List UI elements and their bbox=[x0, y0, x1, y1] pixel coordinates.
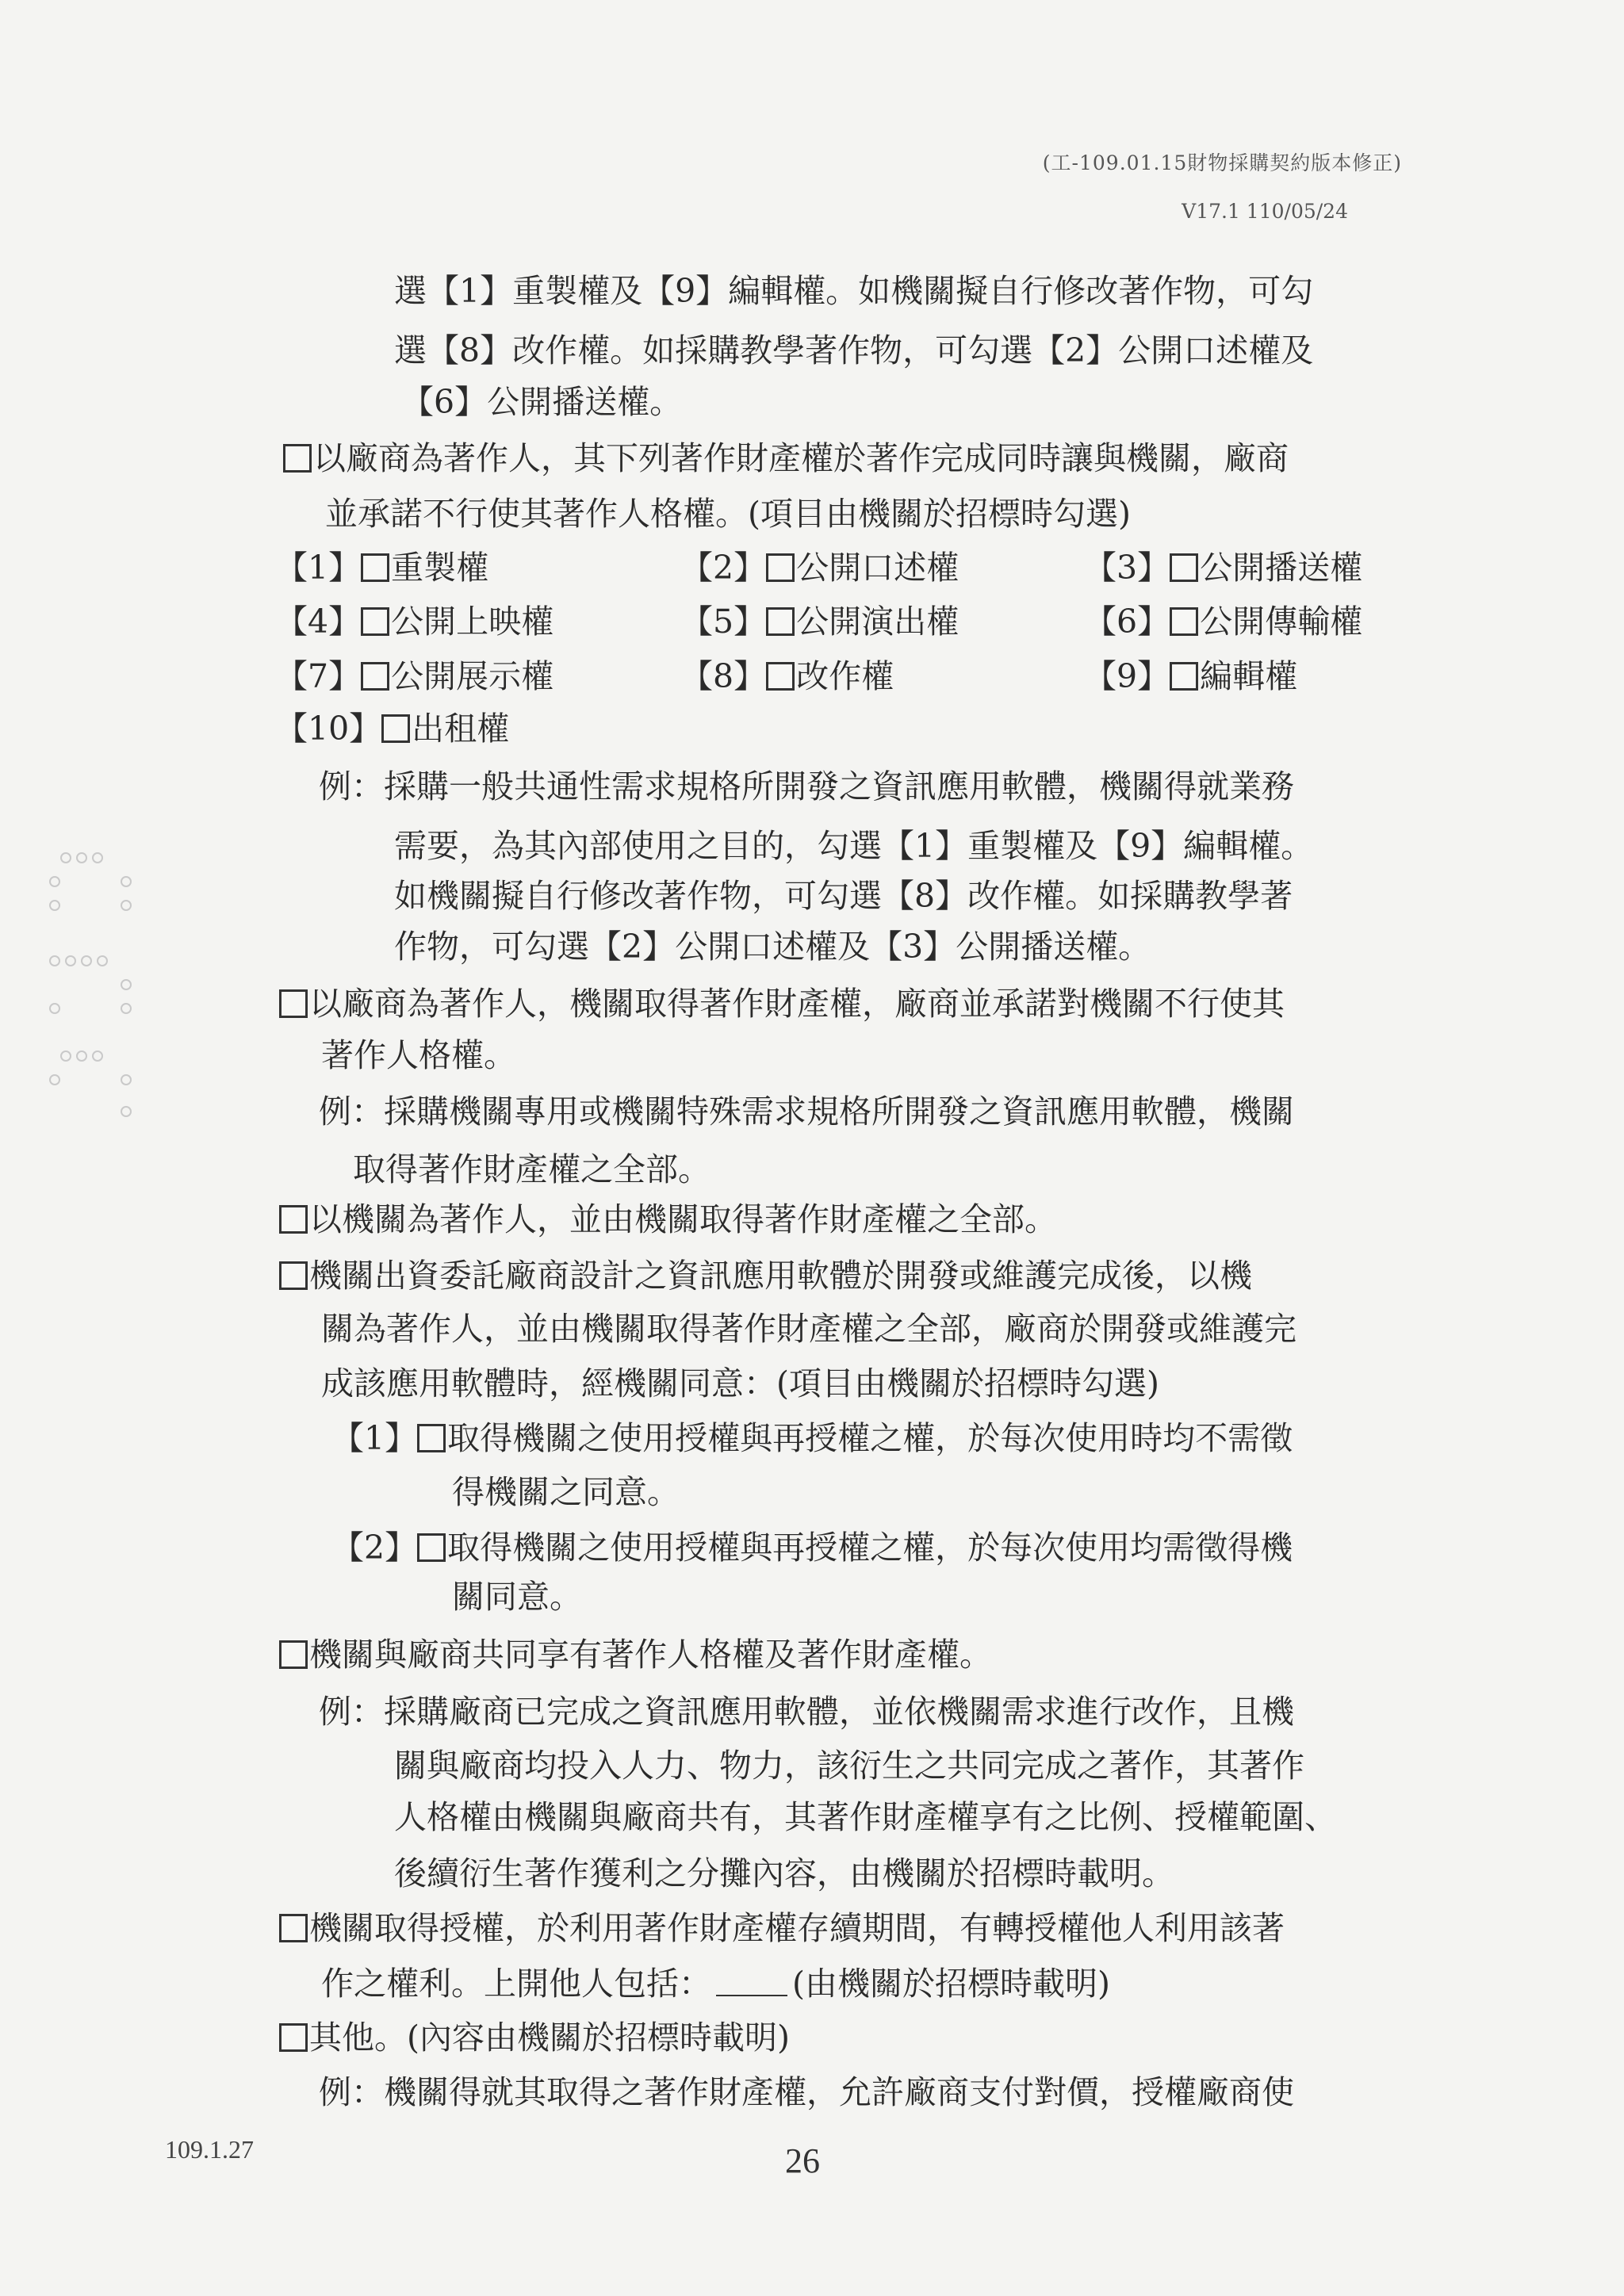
option-label: 改作權 bbox=[796, 657, 894, 695]
option-number: 【4】 bbox=[275, 603, 362, 641]
text-line-19: 得機關之同意。 bbox=[452, 1473, 680, 1511]
option-label: 編輯權 bbox=[1200, 657, 1298, 695]
sub-option-2 bbox=[331, 1529, 1293, 1567]
option-other bbox=[279, 2019, 790, 2057]
fill-in-blank[interactable] bbox=[716, 1968, 787, 1996]
option-label: 公開展示權 bbox=[391, 657, 554, 695]
example-4-line-1: 例：機關得就其取得之著作財產權，允許廠商支付對價，授權廠商使 bbox=[319, 2073, 1294, 2111]
option-text: 其他。(內容由機關於招標時載明) bbox=[309, 2019, 790, 2057]
right-option-7 bbox=[275, 657, 554, 695]
checkbox[interactable] bbox=[361, 662, 389, 691]
option-number: 【1】 bbox=[331, 1419, 418, 1457]
option-joint-ownership bbox=[279, 1636, 992, 1674]
text-line-21: 關同意。 bbox=[452, 1578, 582, 1616]
checkbox[interactable] bbox=[279, 1205, 308, 1234]
example-3-line-1: 例：採購廠商已完成之資訊應用軟體，並依機關需求進行改作，且機 bbox=[319, 1693, 1294, 1731]
text-line-28 bbox=[321, 1965, 1110, 2003]
text-line-2: 選【8】改作權。如採購教學著作物，可勾選【2】公開口述權及 bbox=[394, 331, 1314, 369]
option-vendor-author bbox=[279, 985, 1285, 1023]
example-1-line-4: 作物，可勾選【2】公開口述權及【3】公開播送權。 bbox=[394, 928, 1151, 966]
checkbox[interactable] bbox=[766, 662, 795, 691]
option-label: 公開播送權 bbox=[1200, 549, 1363, 587]
example-2-line-1: 例：採購機關專用或機關特殊需求規格所開發之資訊應用軟體，機關 bbox=[319, 1093, 1294, 1131]
option-number: 【8】 bbox=[680, 657, 767, 695]
text-line-11: 著作人格權。 bbox=[321, 1036, 516, 1074]
checkbox[interactable] bbox=[766, 553, 795, 582]
option-number: 【3】 bbox=[1084, 549, 1170, 587]
option-text: 機關與廠商共同享有著作人格權及著作財產權。 bbox=[309, 1636, 992, 1674]
checkbox[interactable] bbox=[1170, 662, 1198, 691]
option-text: 取得機關之使用授權與再授權之權，於每次使用時均不需徵 bbox=[447, 1419, 1293, 1457]
option-label: 出租權 bbox=[412, 710, 510, 748]
text-line-5: 並承諾不行使其著作人格權。(項目由機關於招標時勾選) bbox=[325, 495, 1131, 533]
example-3-line-4: 後續衍生著作獲利之分攤內容，由機關於招標時載明。 bbox=[394, 1854, 1174, 1892]
right-option-6 bbox=[1084, 603, 1363, 641]
example-1-line-3: 如機關擬自行修改著作物，可勾選【8】改作權。如採購教學著 bbox=[394, 877, 1293, 915]
example-2-line-2: 取得著作財產權之全部。 bbox=[353, 1150, 710, 1188]
checkbox[interactable] bbox=[417, 1533, 446, 1562]
option-number: 【6】 bbox=[1084, 603, 1170, 641]
checkbox[interactable] bbox=[279, 989, 308, 1018]
example-3-line-2: 關與廠商均投入人力、物力，該衍生之共同完成之著作，其著作 bbox=[394, 1747, 1304, 1785]
checkbox[interactable] bbox=[766, 607, 795, 636]
right-option-9 bbox=[1084, 657, 1298, 695]
checkbox[interactable] bbox=[283, 444, 312, 473]
checkbox[interactable] bbox=[1170, 553, 1198, 582]
version-id: V17.1 110/05/24 bbox=[1182, 200, 1348, 223]
option-text: 以廠商為著作人，其下列著作財產權於著作完成同時讓與機關，廠商 bbox=[313, 439, 1289, 477]
page-number: 26 bbox=[785, 2141, 820, 2180]
option-label: 公開上映權 bbox=[391, 603, 554, 641]
option-agency-author bbox=[279, 1200, 1057, 1238]
option-number: 【5】 bbox=[680, 603, 767, 641]
version-note: (工-109.01.15財物採購契約版本修正) bbox=[1042, 151, 1402, 174]
checkbox[interactable] bbox=[279, 1261, 308, 1290]
option-transfer-rights bbox=[283, 439, 1289, 477]
checkbox[interactable] bbox=[1170, 607, 1198, 636]
option-number: 【7】 bbox=[275, 657, 362, 695]
right-option-4 bbox=[275, 603, 554, 641]
option-text: 取得機關之使用授權與再授權之權，於每次使用均需徵得機 bbox=[447, 1529, 1293, 1567]
others-include-label: 作之權利。上開他人包括： bbox=[321, 1965, 711, 2003]
right-option-8 bbox=[680, 657, 894, 695]
right-option-1 bbox=[275, 549, 489, 587]
text-line-17: 成該應用軟體時，經機關同意：(項目由機關於招標時勾選) bbox=[321, 1364, 1159, 1402]
option-text: 機關出資委託廠商設計之資訊應用軟體於開發或維護完成後，以機 bbox=[309, 1257, 1252, 1295]
option-text: 以機關為著作人，並由機關取得著作財產權之全部。 bbox=[309, 1200, 1057, 1238]
option-number: 【1】 bbox=[275, 549, 362, 587]
checkbox[interactable] bbox=[381, 714, 410, 743]
option-number: 【10】 bbox=[275, 710, 382, 748]
right-option-5 bbox=[680, 603, 959, 641]
checkbox[interactable] bbox=[279, 1914, 308, 1942]
right-option-3 bbox=[1084, 549, 1363, 587]
checkbox[interactable] bbox=[361, 553, 389, 582]
option-commissioned-software bbox=[279, 1257, 1252, 1295]
option-label: 公開演出權 bbox=[796, 603, 959, 641]
text-line-1: 選【1】重製權及【9】編輯權。如機關擬自行修改著作物，可勾 bbox=[394, 272, 1314, 310]
checkbox[interactable] bbox=[279, 1640, 308, 1669]
example-3-line-3: 人格權由機關與廠商共有，其著作財產權享有之比例、授權範圍、 bbox=[394, 1798, 1337, 1836]
text-line-3: 【6】公開播送權。 bbox=[401, 383, 683, 421]
example-1-line-1: 例：採購一般共通性需求規格所開發之資訊應用軟體，機關得就業務 bbox=[319, 767, 1294, 806]
right-option-2 bbox=[680, 549, 959, 587]
option-text: 以廠商為著作人，機關取得著作財產權，廠商並承諾對機關不行使其 bbox=[309, 985, 1285, 1023]
option-label: 公開傳輸權 bbox=[1200, 603, 1363, 641]
checkbox[interactable] bbox=[361, 607, 389, 636]
others-include-note: (由機關於招標時載明) bbox=[792, 1965, 1110, 2003]
option-label: 公開口述權 bbox=[796, 549, 959, 587]
option-text: 機關取得授權，於利用著作財產權存續期間，有轉授權他人利用該著 bbox=[309, 1909, 1285, 1947]
sub-option-1 bbox=[331, 1419, 1293, 1457]
option-number: 【9】 bbox=[1084, 657, 1170, 695]
option-license-grant bbox=[279, 1909, 1285, 1947]
binding-marks bbox=[44, 852, 147, 1138]
checkbox[interactable] bbox=[417, 1424, 446, 1452]
option-number: 【2】 bbox=[680, 549, 767, 587]
footer-date: 109.1.27 bbox=[165, 2135, 254, 2164]
example-1-line-2: 需要，為其內部使用之目的，勾選【1】重製權及【9】編輯權。 bbox=[394, 827, 1314, 865]
checkbox[interactable] bbox=[279, 2023, 308, 2052]
option-number: 【2】 bbox=[331, 1529, 418, 1567]
right-option-10 bbox=[275, 710, 510, 748]
text-line-16: 關為著作人，並由機關取得著作財產權之全部，廠商於開發或維護完 bbox=[321, 1310, 1297, 1348]
option-label: 重製權 bbox=[391, 549, 489, 587]
